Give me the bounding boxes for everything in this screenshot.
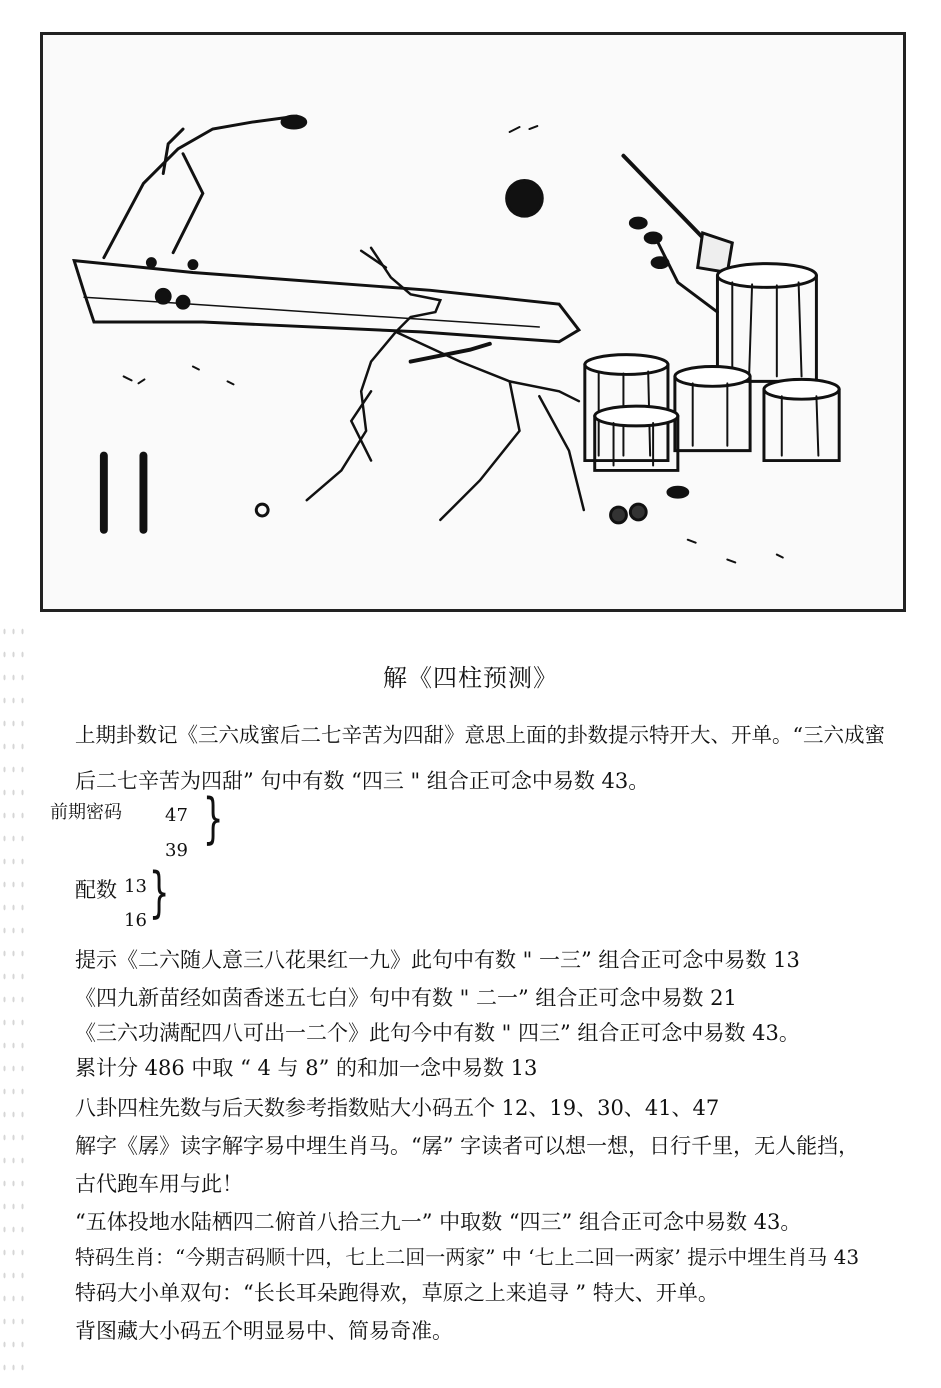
text-line-2: 后二七辛苦为四甜” 句中有数 “四三 " 组合正可念中易数 43。: [75, 769, 650, 793]
donkey-woodcutting-illustration: [43, 35, 903, 609]
text-line-4: 《四九新苗经如茵香迷五七白》句中有数 " 二一” 组合正可念中易数 21: [75, 986, 737, 1010]
text-line-12: 特码大小单双句：“长长耳朵跑得欢，草原之上来追寻 ” 特大、开单。: [75, 1281, 719, 1305]
previous-code-number-1: 47: [165, 805, 188, 826]
text-line-3: 提示《二六随人意三八花果红一九》此句中有数 " 一三” 组合正可念中易数 13: [75, 948, 800, 972]
text-line-10: “五体投地水陆栖四二俯首八拾三九一” 中取数 “四三” 组合正可念中易数 43。: [75, 1210, 802, 1234]
pair-number-label: 配数: [75, 878, 117, 902]
illustration-frame: [40, 32, 906, 612]
margin-specks: [0, 620, 30, 1380]
stump-icon: [717, 264, 816, 382]
text-line-7: 八卦四柱先数与后天数参考指数贴大小码五个 12、19、30、41、47: [75, 1096, 720, 1120]
text-line-8: 解字《孱》读字解字易中埋生肖马。“孱” 字读者可以想一想，日行千里，无人能挡，: [75, 1134, 860, 1158]
text-line-11: 特码生肖：“今期吉码顺十四，七上二回一两家” 中 ‘七上二回一两家’ 提示中埋生肖马 43: [75, 1245, 860, 1269]
donkey-icon: [307, 248, 584, 520]
text-line-6: 累计分 486 中取 “ 4 与 8” 的和加一念中易数 13: [75, 1056, 538, 1080]
text-line-13: 背图藏大小码五个明显易中、简易奇准。: [75, 1319, 453, 1343]
pair-number-1: 13: [124, 876, 147, 897]
previous-code-number-2: 39: [165, 840, 188, 861]
brace-icon: }: [202, 787, 224, 850]
text-line-9: 古代跑车用与此！: [75, 1172, 243, 1196]
pair-number-2: 16: [124, 910, 147, 931]
previous-code-label: 前期密码: [50, 802, 122, 823]
article-title: 解《四柱预测》: [383, 664, 558, 692]
text-line-1: 上期卦数记《三六成蜜后二七辛苦为四甜》意思上面的卦数提示特开大、开单。“三六成蜜: [75, 723, 885, 747]
brace-icon: }: [148, 861, 170, 924]
text-line-5: 《三六功满配四八可出一二个》此句今中有数 " 四三” 组合正可念中易数 43。: [75, 1021, 800, 1045]
moon-icon: [507, 180, 543, 216]
